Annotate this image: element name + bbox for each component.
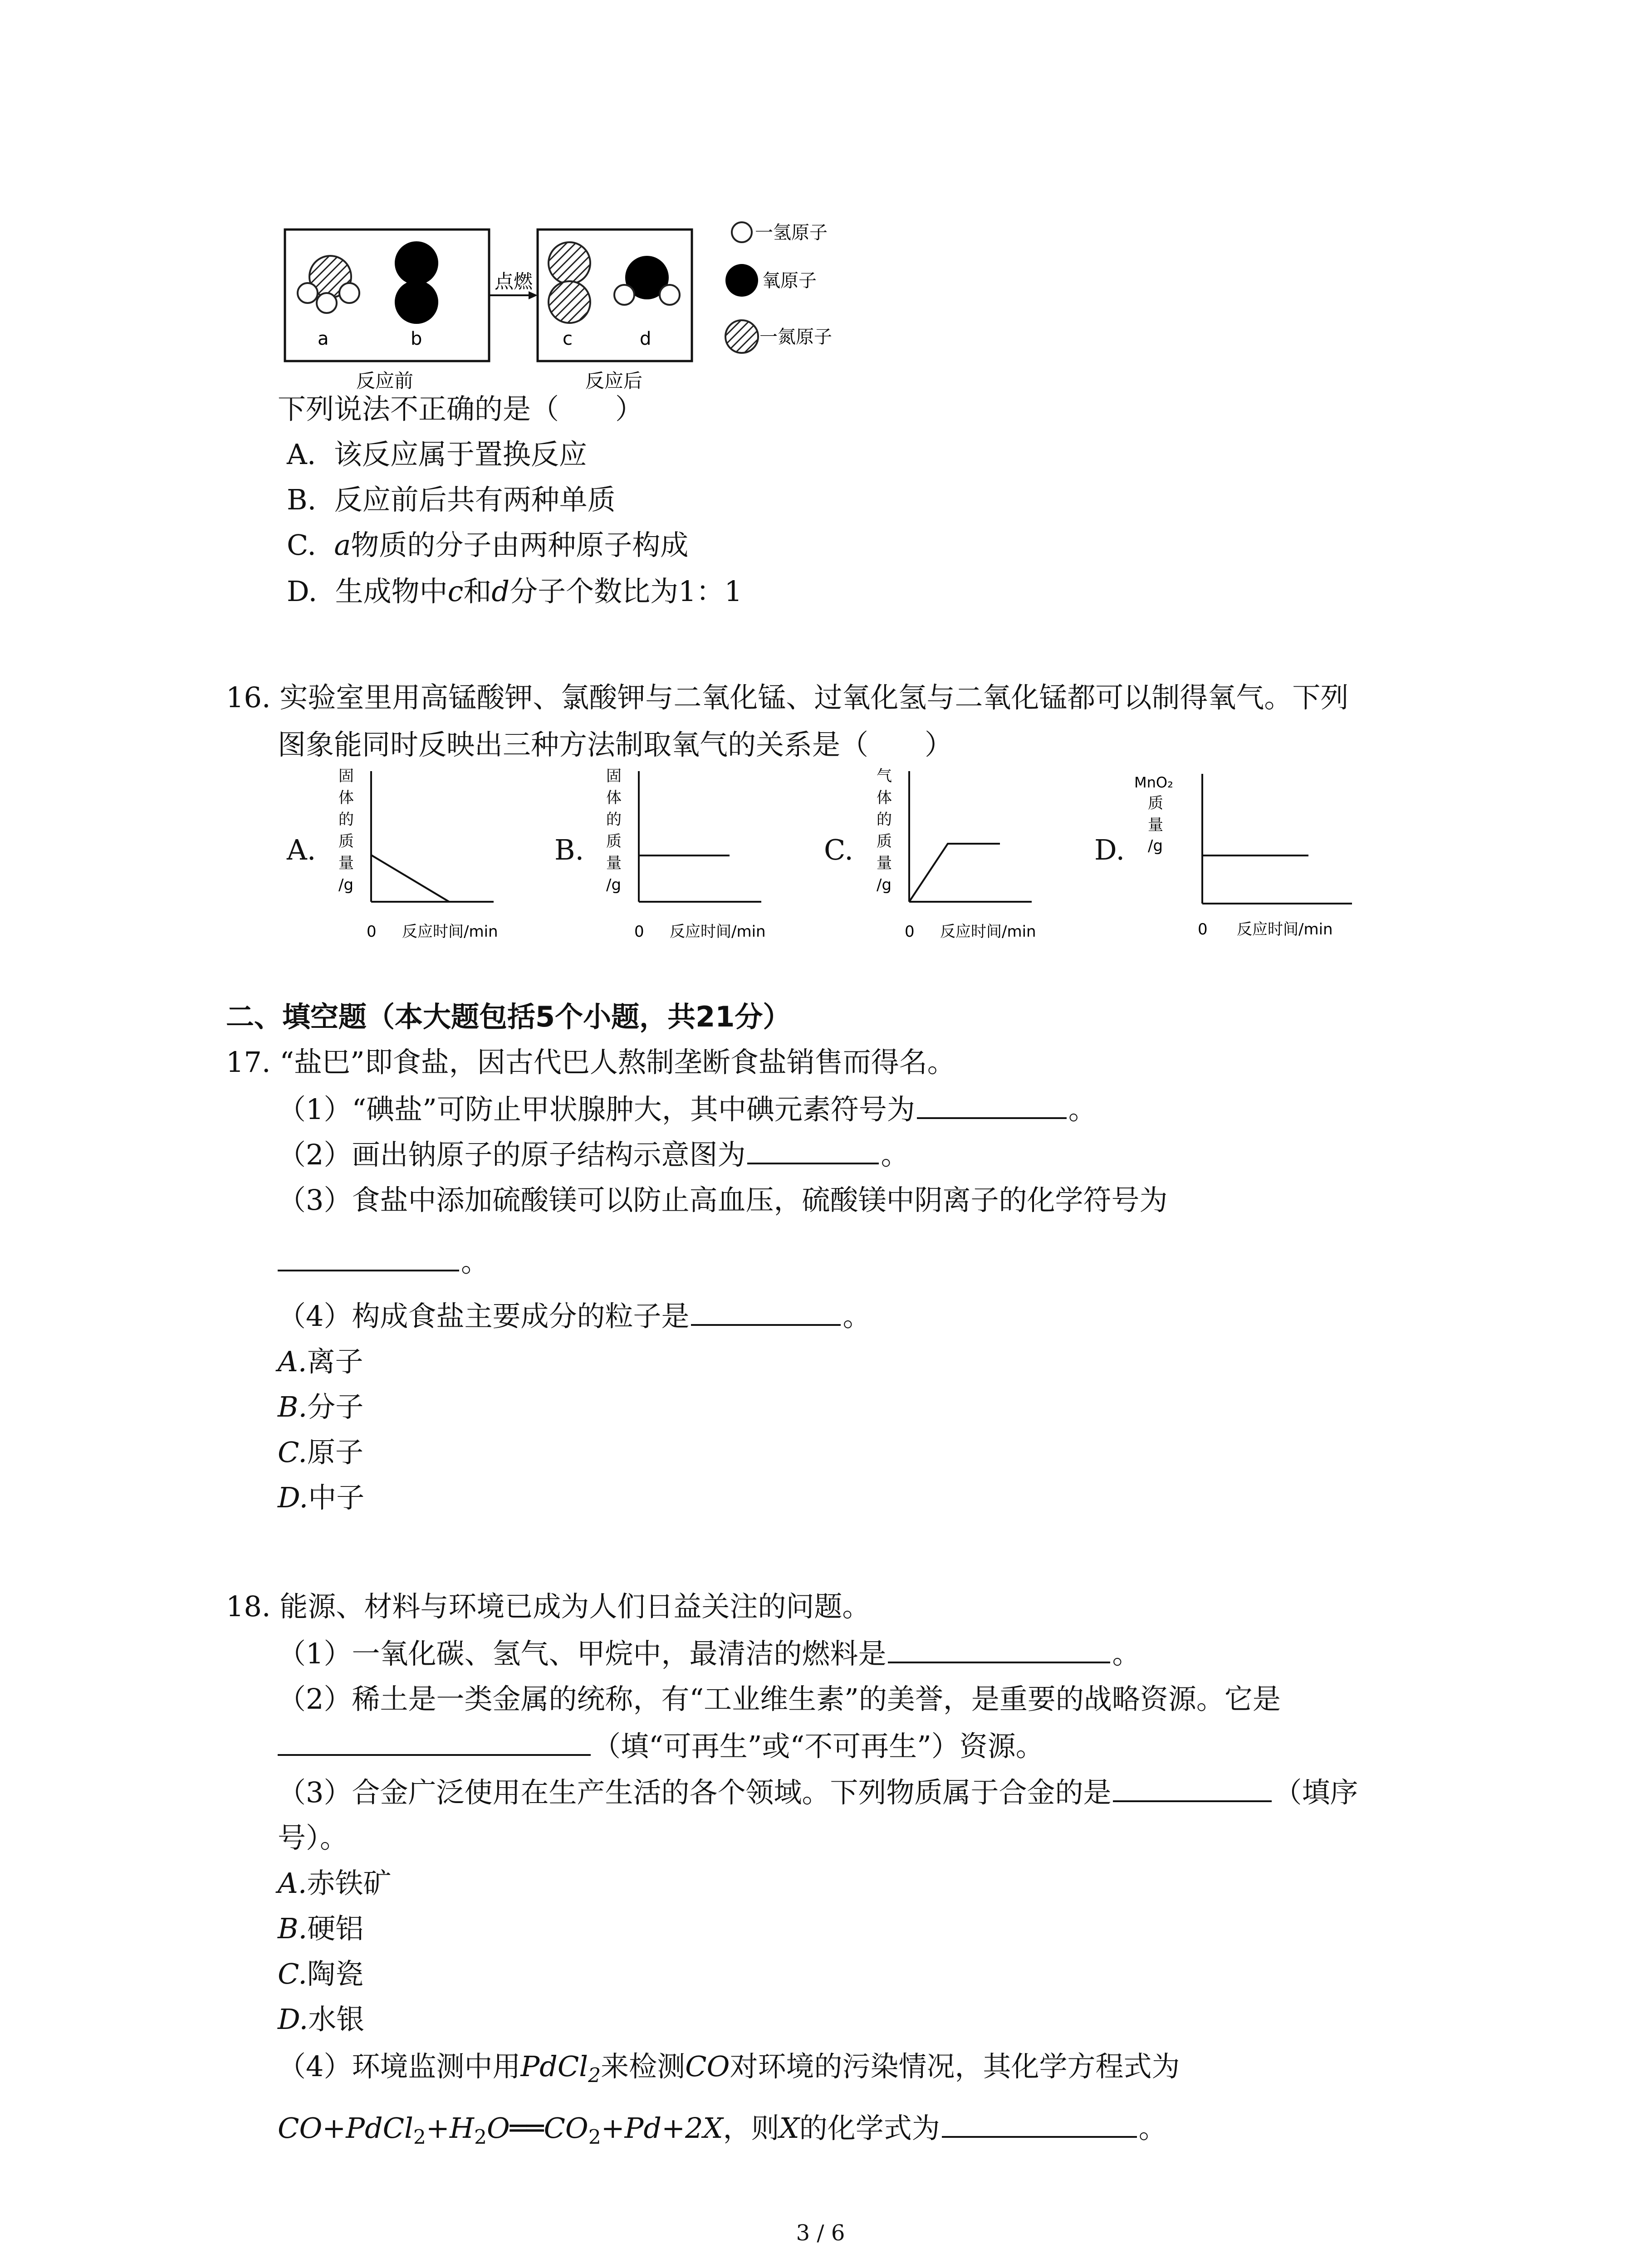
svg-text:0: 0 [367, 923, 377, 941]
after-caption: 反应后 [585, 370, 643, 392]
svg-text:反应时间/min: 反应时间/min [670, 923, 766, 941]
svg-text:反应时间/min: 反应时间/min [402, 923, 498, 941]
q17-part3: （3）食盐中添加硫酸镁可以防止高血压，硫酸镁中阴离子的化学符号为 [278, 1183, 1168, 1217]
before-caption: 反应前 [356, 370, 414, 392]
svg-text:0: 0 [634, 923, 644, 941]
q15-option-b: B. 反应前后共有两种单质 [287, 483, 616, 516]
q18-part4a: （4）环境监测中用PdCl$_2$来检测CO对环境的污染情况，其化学方程式为 [278, 2050, 1180, 2087]
svg-text:/g: /g [338, 876, 354, 894]
q16-option-a: A. [287, 833, 316, 866]
q16-option-d: D. [1094, 833, 1125, 866]
answer-blank[interactable] [747, 1158, 879, 1164]
label-a: a [318, 328, 329, 349]
graph-d [1134, 771, 1361, 943]
label-c: c [563, 328, 573, 349]
q18-part2a: （2）稀土是一类金属的统称，有“工业维生素”的美誉，是重要的战略资源。它是 [278, 1682, 1281, 1716]
svg-text:体: 体 [338, 789, 354, 807]
q16-option-c: C. [824, 833, 853, 866]
q15-option-a: A. 该反应属于置换反应 [287, 438, 587, 471]
q15-option-d: D. 生成物中c和d分子个数比为1：1 [287, 575, 743, 608]
legend-nitrogen: 一氮原子 [759, 327, 832, 347]
svg-text:量: 量 [606, 854, 622, 872]
answer-blank[interactable] [278, 1750, 591, 1756]
svg-text:量: 量 [338, 854, 354, 872]
svg-text:反应时间/min: 反应时间/min [1237, 920, 1333, 938]
q18-equation: $CO+PdCl_2+H_2O══CO_2+Pd+2X$，则X的化学式为 。 [278, 2112, 1167, 2149]
q17-option-d: D.中子 [278, 1481, 365, 1514]
q18-part1: （1）一氧化碳、氢气、甲烷中，最清洁的燃料是 。 [278, 1637, 1141, 1670]
label-b: b [411, 328, 422, 349]
q18-part3c: 号）。 [278, 1821, 348, 1854]
arrow-label: 点燃 [495, 270, 533, 293]
svg-text:质: 质 [1148, 794, 1163, 812]
q17-part1: （1）“碘盐”可防止甲状腺肿大，其中碘元素符号为 。 [278, 1093, 1097, 1126]
q15-stem: 下列说法不正确的是（ ） [278, 392, 644, 425]
section-title: 二、填空题（本大题包括5个小题，共21分） [226, 1000, 791, 1033]
answer-blank[interactable] [942, 2131, 1137, 2138]
q17-option-a: A.离子 [278, 1345, 363, 1378]
svg-text:质: 质 [606, 832, 622, 850]
svg-text:固: 固 [606, 767, 622, 785]
label-d: d [640, 328, 652, 349]
reaction-diagram [272, 213, 907, 395]
q16-line1: 16. 实验室里用高锰酸钾、氯酸钾与二氧化锰、过氧化氢与二氧化锰都可以制得氧气。下列 [226, 681, 1349, 714]
svg-text:气: 气 [877, 767, 892, 785]
graph-c-line [909, 844, 1000, 902]
legend-oxygen: 氧原子 [762, 270, 817, 291]
svg-text:量: 量 [877, 854, 892, 872]
answer-blank[interactable] [888, 1657, 1110, 1663]
q18-option-d: D.水银 [278, 2003, 365, 2036]
q17-part2: （2）画出钠原子的原子结构示意图为 。 [278, 1138, 909, 1171]
svg-text:体: 体 [877, 789, 892, 807]
q18-option-c: C.陶瓷 [278, 1957, 363, 1990]
graph-a [326, 767, 539, 948]
svg-text:的: 的 [606, 811, 622, 829]
q17-part4: （4）构成食盐主要成分的粒子是 。 [278, 1300, 871, 1333]
graph-a-line [371, 855, 449, 902]
svg-text:的: 的 [338, 811, 354, 829]
svg-text:体: 体 [606, 789, 622, 807]
q18-option-a: A.赤铁矿 [278, 1867, 392, 1900]
svg-text:MnO₂: MnO₂ [1134, 774, 1173, 791]
q16-line2: 图象能同时反映出三种方法制取氧气的关系是（ ） [278, 728, 953, 761]
svg-text:0: 0 [905, 923, 915, 941]
q17-option-c: C.原子 [278, 1436, 363, 1469]
graph-c [864, 767, 1077, 948]
svg-text:/g: /g [877, 876, 892, 894]
q17-option-b: B.分子 [278, 1390, 364, 1423]
svg-text:/g: /g [1148, 837, 1163, 855]
answer-blank[interactable] [691, 1320, 841, 1326]
svg-text:质: 质 [338, 832, 354, 850]
q18-part2b: （填“可再生”或“不可再生”）资源。 [278, 1727, 1044, 1765]
svg-text:反应时间/min: 反应时间/min [940, 923, 1036, 941]
q18-stem: 18. 能源、材料与环境已成为人们日益关注的问题。 [226, 1590, 871, 1623]
q15-option-c: C. a物质的分子由两种原子构成 [287, 528, 689, 562]
svg-text:0: 0 [1198, 920, 1208, 938]
answer-blank[interactable] [278, 1265, 459, 1271]
q18-option-b: B.硬铝 [278, 1912, 364, 1945]
q17-stem: 17. “盐巴”即食盐，因古代巴人熬制垄断食盐销售而得名。 [226, 1046, 955, 1079]
q16-option-b: B. [554, 833, 584, 866]
svg-text:量: 量 [1148, 816, 1163, 834]
svg-text:的: 的 [877, 811, 892, 829]
q17-part3-blank: 。 [278, 1243, 489, 1281]
answer-blank[interactable] [917, 1113, 1067, 1119]
svg-text:质: 质 [877, 832, 892, 850]
q18-part3a: （3）合金广泛使用在生产生活的各个领域。下列物质属于合金的是 （填序 [278, 1776, 1358, 1809]
svg-text:/g: /g [606, 876, 622, 894]
legend-hydrogen: 一氢原子 [755, 222, 828, 243]
answer-blank[interactable] [1113, 1796, 1272, 1802]
page-number: 3 / 6 [796, 2220, 845, 2246]
svg-text:固: 固 [338, 767, 354, 785]
graph-b [593, 767, 807, 948]
